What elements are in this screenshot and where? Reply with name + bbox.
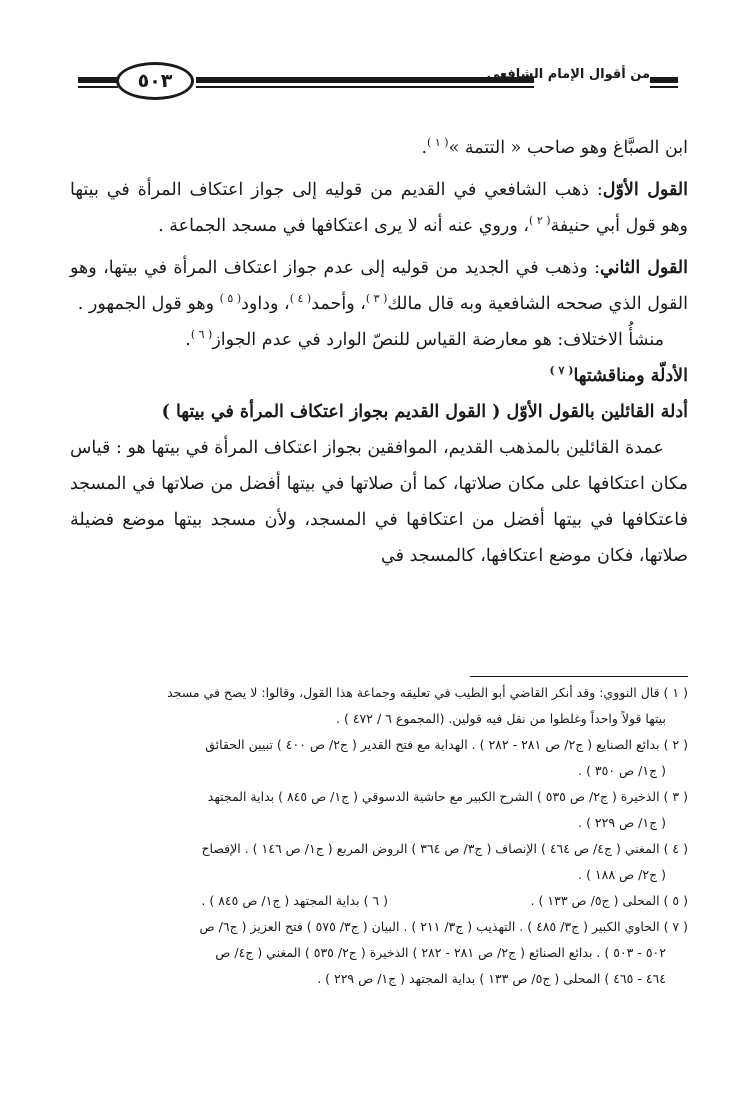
second-opinion-text: : وذهب في الجديد من قوليه إلى عدم جواز اعتكاف المرأة في بيتها، وهو القول الذي صححه الشافعية وبه قال مالك bbox=[70, 258, 688, 314]
first-opinion-text: : ذهب الشافعي في القديم من قوليه إلى جواز اعتكاف المرأة في بيتها وهو قول أبي حنيفة bbox=[70, 180, 688, 236]
origin-end: . bbox=[185, 330, 191, 350]
first-opinion-paragraph bbox=[70, 172, 688, 244]
intro-end: . bbox=[421, 138, 428, 158]
evidence-heading bbox=[70, 358, 688, 394]
footnote-ref[interactable]: ( ٤ ) bbox=[289, 292, 312, 306]
header-rule bbox=[78, 86, 118, 88]
second-opinion-text-d: وهو قول الجمهور . bbox=[77, 294, 220, 314]
header-rule bbox=[650, 86, 678, 88]
footnote-separator bbox=[470, 676, 688, 677]
first-opinion-text-cont: ، وروي عنه أنه لا يرى اعتكافها في مسجد الجماعة . bbox=[158, 216, 530, 236]
second-opinion-text-b: ، وأحمد bbox=[311, 294, 366, 314]
footnote-1 bbox=[70, 680, 688, 732]
page-number: ٥٠٣ bbox=[116, 62, 194, 100]
footnote-ref[interactable]: ( ٣ ) bbox=[365, 292, 388, 306]
footnote-text: ( ٣ ) الذخيرة ( ج٢/ ص ٥٣٥ ) الشرح الكبير مع حاشية الدسوقي ( ج١/ ص ٨٤٥ ) بداية المجتهد bbox=[207, 789, 688, 804]
second-opinion-paragraph bbox=[70, 250, 688, 322]
header-rule bbox=[196, 77, 534, 83]
footnote-ref[interactable]: ( ١ ) bbox=[427, 136, 449, 150]
intro-paragraph bbox=[70, 130, 688, 166]
first-opinion-label: القول الأوّل bbox=[602, 180, 688, 200]
header-rule bbox=[650, 77, 678, 83]
footnote-text: بيتها قولاً واحداً وغلطوا من نقل فيه قولين. (المجموع ٦ / ٤٧٢ ) . bbox=[336, 711, 666, 726]
footnotes bbox=[70, 680, 688, 992]
intro-line: ابن الصبَّاغ وهو صاحب « التتمة » bbox=[448, 138, 688, 158]
second-opinion-text-c: ، وداود bbox=[241, 294, 290, 314]
footnote-4 bbox=[70, 836, 688, 888]
origin-of-dispute bbox=[70, 322, 688, 358]
footnote-text: ( ج٢/ ص ١٨٨ ) . bbox=[578, 867, 666, 882]
footnote-text: ( ٧ ) الحاوي الكبير ( ج٣/ ٤٨٥ ) . التهذيب ( ج٣/ ٢١١ ) . البيان ( ج٣/ ٥٧٥ ) فتح العزيز ( ج٦/ ص bbox=[199, 919, 688, 934]
footnote-2 bbox=[70, 732, 688, 784]
running-title: من أقوال الإمام الشافعي bbox=[486, 67, 650, 82]
evidence-heading-text: الأدلّة ومناقشتها bbox=[573, 366, 688, 386]
footnote-5: ( ٥ ) المحلى ( ج٥/ ص ١٣٣ ) . bbox=[530, 893, 688, 908]
footnote-ref[interactable]: ( ٥ ) bbox=[219, 292, 242, 306]
footnote-3 bbox=[70, 784, 688, 836]
footnote-text: ( ج١/ ص ٣٥٠ ) . bbox=[578, 763, 666, 778]
running-header bbox=[78, 62, 678, 106]
final-paragraph: عمدة القائلين بالمذهب القديم، الموافقين بجواز اعتكاف المرأة في بيتها هو : قياس مكان اعتكافها على مكان صلاتها، كما أن صلاتها في بيتها أفضل من صلاتها في المسجد فاعتكافها في بيتها أفضل من اعتكافها في المسجد، ولأن مسجد بيتها موضع فضيلة صلاتها، فكان موضع اعتكافها، كالمسجد في bbox=[70, 438, 688, 566]
header-rule bbox=[196, 86, 534, 88]
footnote-text: ( ١ ) قال النووي: وقد أنكر القاضي أبو الطيب في تعليقه وجماعة هذا القول، وقالوا: لا يصح في مسجد bbox=[167, 685, 688, 700]
footnote-ref[interactable]: ( ٧ ) bbox=[549, 364, 574, 378]
origin-text: منشأُ الاختلاف: هو معارضة القياس للنصّ الوارد في عدم الجواز bbox=[212, 330, 664, 350]
footnotes-5-6 bbox=[70, 888, 688, 914]
footnote-ref[interactable]: ( ٦ ) bbox=[190, 328, 213, 342]
footnote-text: ٤٦٤ - ٤٦٥ ) المحلى ( ج٥/ ص ١٣٣ ) بداية المجتهد ( ج١/ ص ٢٢٩ ) . bbox=[317, 971, 666, 986]
header-rule bbox=[78, 77, 118, 83]
footnote-text: ( ٢ ) بدائع الصنايع ( ج٢/ ص ٢٨١ - ٢٨٢ ) . الهداية مع فتح القدير ( ج٢/ ص ٤٠٠ ) تبيين الحقائق bbox=[205, 737, 688, 752]
main-text bbox=[70, 130, 688, 574]
footnote-text: ( ٤ ) المغني ( ج٤/ ص ٤٦٤ ) الإنصاف ( ج٣/ ص ٣٦٤ ) الروض المربع ( ج١/ ص ١٤٦ ) . الإفصاح bbox=[201, 841, 688, 856]
footnote-text: ( ج١/ ص ٢٢٩ ) . bbox=[578, 815, 666, 830]
sub-heading: أدلة القائلين بالقول الأوّل ( القول القديم بجواز اعتكاف المرأة في بيتها ) bbox=[161, 402, 688, 422]
footnote-6: ( ٦ ) بداية المجتهد ( ج١/ ص ٨٤٥ ) . bbox=[201, 893, 388, 908]
second-opinion-label: القول الثاني bbox=[599, 258, 688, 278]
footnote-7 bbox=[70, 914, 688, 992]
footnote-ref[interactable]: ( ٢ ) bbox=[529, 214, 551, 228]
footnote-text: ٥٠٢ - ٥٠٣ ) . بدائع الصنائع ( ج٢/ ص ٢٨١ - ٢٨٢ ) الذخيرة ( ج٢/ ٥٣٥ ) المغني ( ج٤/ ص bbox=[215, 945, 666, 960]
